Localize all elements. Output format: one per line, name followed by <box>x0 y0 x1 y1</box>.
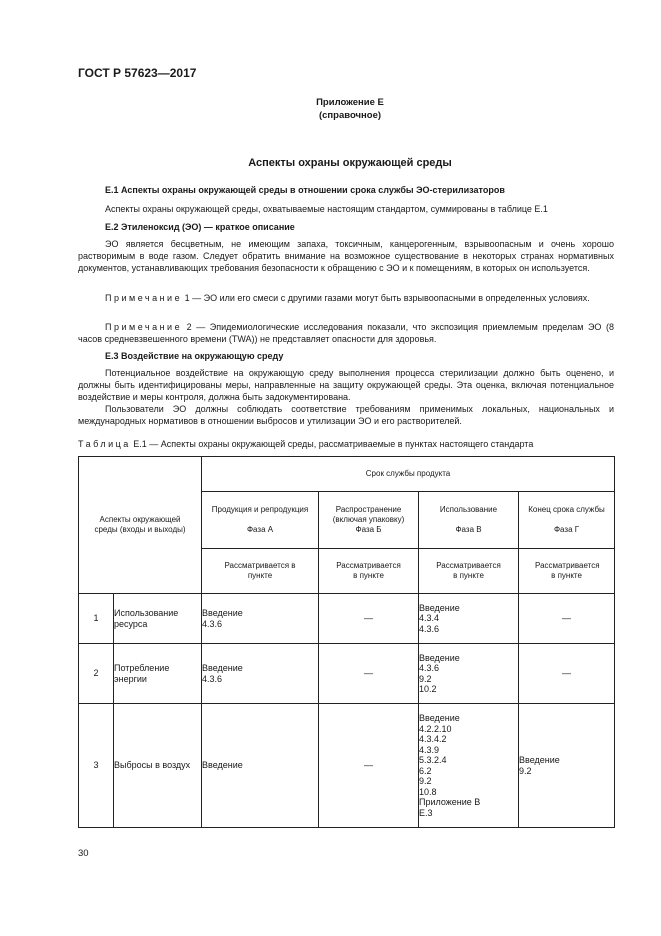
phase-d-cell: — <box>519 644 615 704</box>
clause-ref: 9.2 <box>419 776 432 786</box>
clause-ref: 9.2 <box>419 673 432 684</box>
row-aspect: Выбросы в воздух <box>114 704 202 828</box>
considered-label: Рассматривается в пункте <box>519 549 615 594</box>
e3-heading: Е.3 Воздействие на окружающую среду <box>105 351 284 361</box>
annex-note: (справочное) <box>318 110 382 121</box>
phase-label: Фаза В <box>455 525 482 534</box>
phase-a-cell <box>202 644 319 704</box>
aspects-header: Аспекты окружающей среды (входы и выходы) <box>79 457 202 594</box>
table-row <box>79 594 615 644</box>
phase-b-cell: — <box>319 644 419 704</box>
clause-ref: Введение <box>419 713 460 723</box>
phase-name: Распространение (включая упаковку) <box>332 505 405 524</box>
note-2-label: Примечание <box>105 322 183 332</box>
clause-ref: 4.3.4.2 <box>419 734 447 744</box>
clause-ref: Введение <box>419 652 460 663</box>
aspects-table <box>78 456 615 828</box>
table-row <box>79 704 615 828</box>
row-number: 2 <box>79 644 114 704</box>
phase-c-cell <box>419 704 519 828</box>
e1-text: Аспекты охраны окружающей среды, охватываемые настоящим стандартом, суммированы в таблице Е.1 <box>105 204 548 214</box>
page-number: 30 <box>78 848 89 859</box>
phase-b-cell: — <box>319 594 419 644</box>
clause-ref: 4.2.2.10 <box>419 723 452 734</box>
row-number: 1 <box>79 594 114 644</box>
note-2-text: 2 — Эпидемиологические исследования показали, что экспозиция приемлемым пределам ЭО (8 часов средневзвешенного времени (TWA)) не представляет опасности для здоровья. <box>78 322 614 344</box>
clause-ref: Введение <box>519 755 560 765</box>
clause-ref: Введение <box>419 602 460 613</box>
table-header-row-1 <box>79 457 615 492</box>
clause-ref: 10.8 <box>419 786 437 797</box>
phase-name: Продукция и репродукция <box>211 505 309 514</box>
clause-ref: 6.2 <box>419 765 432 776</box>
note-1-label: Примечание <box>105 293 183 303</box>
phase-b-cell: — <box>319 704 419 828</box>
table-row <box>79 644 615 704</box>
clause-ref: Введение <box>202 663 243 673</box>
phase-d-cell <box>519 704 615 828</box>
note-1-text: 1 — ЭО или его смеси с другими газами могут быть взрывоопасными в определенных условиях. <box>182 293 590 303</box>
table-caption-label: Таблица <box>78 439 131 449</box>
clause-ref: 5.3.2.4 <box>419 755 447 765</box>
clause-ref: 4.3.4 <box>419 613 440 624</box>
phase-name: Использование <box>439 505 498 514</box>
lifecycle-header: Срок службы продукта <box>202 457 615 492</box>
row-aspect: Использование ресурса <box>114 594 202 644</box>
document-header: ГОСТ Р 57623—2017 <box>78 66 197 80</box>
annex-title: Приложение Е <box>316 97 384 108</box>
clause-ref: Приложение В <box>419 797 481 807</box>
e1-heading: Е.1 Аспекты охраны окружающей среды в отношении срока службы ЭО-стерилизаторов <box>105 185 505 195</box>
clause-ref: 9.2 <box>519 765 532 776</box>
row-number: 3 <box>79 704 114 828</box>
clause-ref: 4.3.9 <box>419 744 440 755</box>
clause-ref: Введение <box>202 608 243 618</box>
e3-text-1: Потенциальное воздействие на окружающую среду выполнения процесса стерилизации должно быть оценено, и должны быть идентифицированы меры, направленные на защиту окружающей среды. Эта оценка, включая потенциальное воздействие и меры контроля, должна быть задокументирована. <box>78 368 614 402</box>
phase-d-cell: — <box>519 594 615 644</box>
clause-ref: 4.3.6 <box>419 623 440 634</box>
table-caption-text: Е.1 — Аспекты охраны окружающей среды, рассматриваемые в пунктах настоящего стандарта <box>130 439 534 449</box>
considered-label: Рассматривается в пункте <box>319 549 419 594</box>
phase-d-header <box>519 492 615 549</box>
clause-ref: Е.3 <box>419 807 433 818</box>
e3-text-2: Пользователи ЭО должны соблюдать соответствие требованиям применимых локальных, национальных и международных нормативов в отношении выбросов и утилизации ЭО и его растворителей. <box>78 404 614 426</box>
phase-c-header <box>419 492 519 549</box>
phase-name: Конец срока службы <box>528 505 605 514</box>
considered-label: Рассматривается в пункте <box>202 549 319 594</box>
phase-c-cell <box>419 644 519 704</box>
phase-b-header <box>319 492 419 549</box>
phase-label: Фаза А <box>246 525 274 534</box>
row-aspect: Потребление энергии <box>114 644 202 704</box>
phase-label: Фаза Г <box>553 525 580 534</box>
phase-a-header <box>202 492 319 549</box>
note-1 <box>78 292 614 304</box>
note-2 <box>78 321 614 345</box>
table-caption <box>78 439 533 449</box>
annex-heading <box>0 96 661 122</box>
clause-ref: Введение <box>202 760 243 771</box>
clause-ref: 4.3.6 <box>202 618 223 629</box>
section-title: Аспекты охраны окружающей среды <box>248 157 452 169</box>
phase-label: Фаза Б <box>355 525 382 534</box>
considered-label: Рассматривается в пункте <box>419 549 519 594</box>
phase-c-cell <box>419 594 519 644</box>
clause-ref: 4.3.6 <box>419 663 440 673</box>
phase-a-cell <box>202 704 319 828</box>
clause-ref: 10.2 <box>419 684 437 694</box>
e2-text: ЭО является бесцветным, не имеющим запаха, токсичным, канцерогенным, взрывоопасным и очень хорошо растворимым в воде газом. Следует обратить внимание на возможное существование в некоторых странах нормативных документов, устанавливающих требования безопасности к обращению с ЭО и к помещениям, в которых он используется. <box>78 239 614 273</box>
clause-ref: 4.3.6 <box>202 673 223 684</box>
phase-a-cell <box>202 594 319 644</box>
e2-heading: Е.2 Этиленоксид (ЭО) — краткое описание <box>105 222 295 232</box>
